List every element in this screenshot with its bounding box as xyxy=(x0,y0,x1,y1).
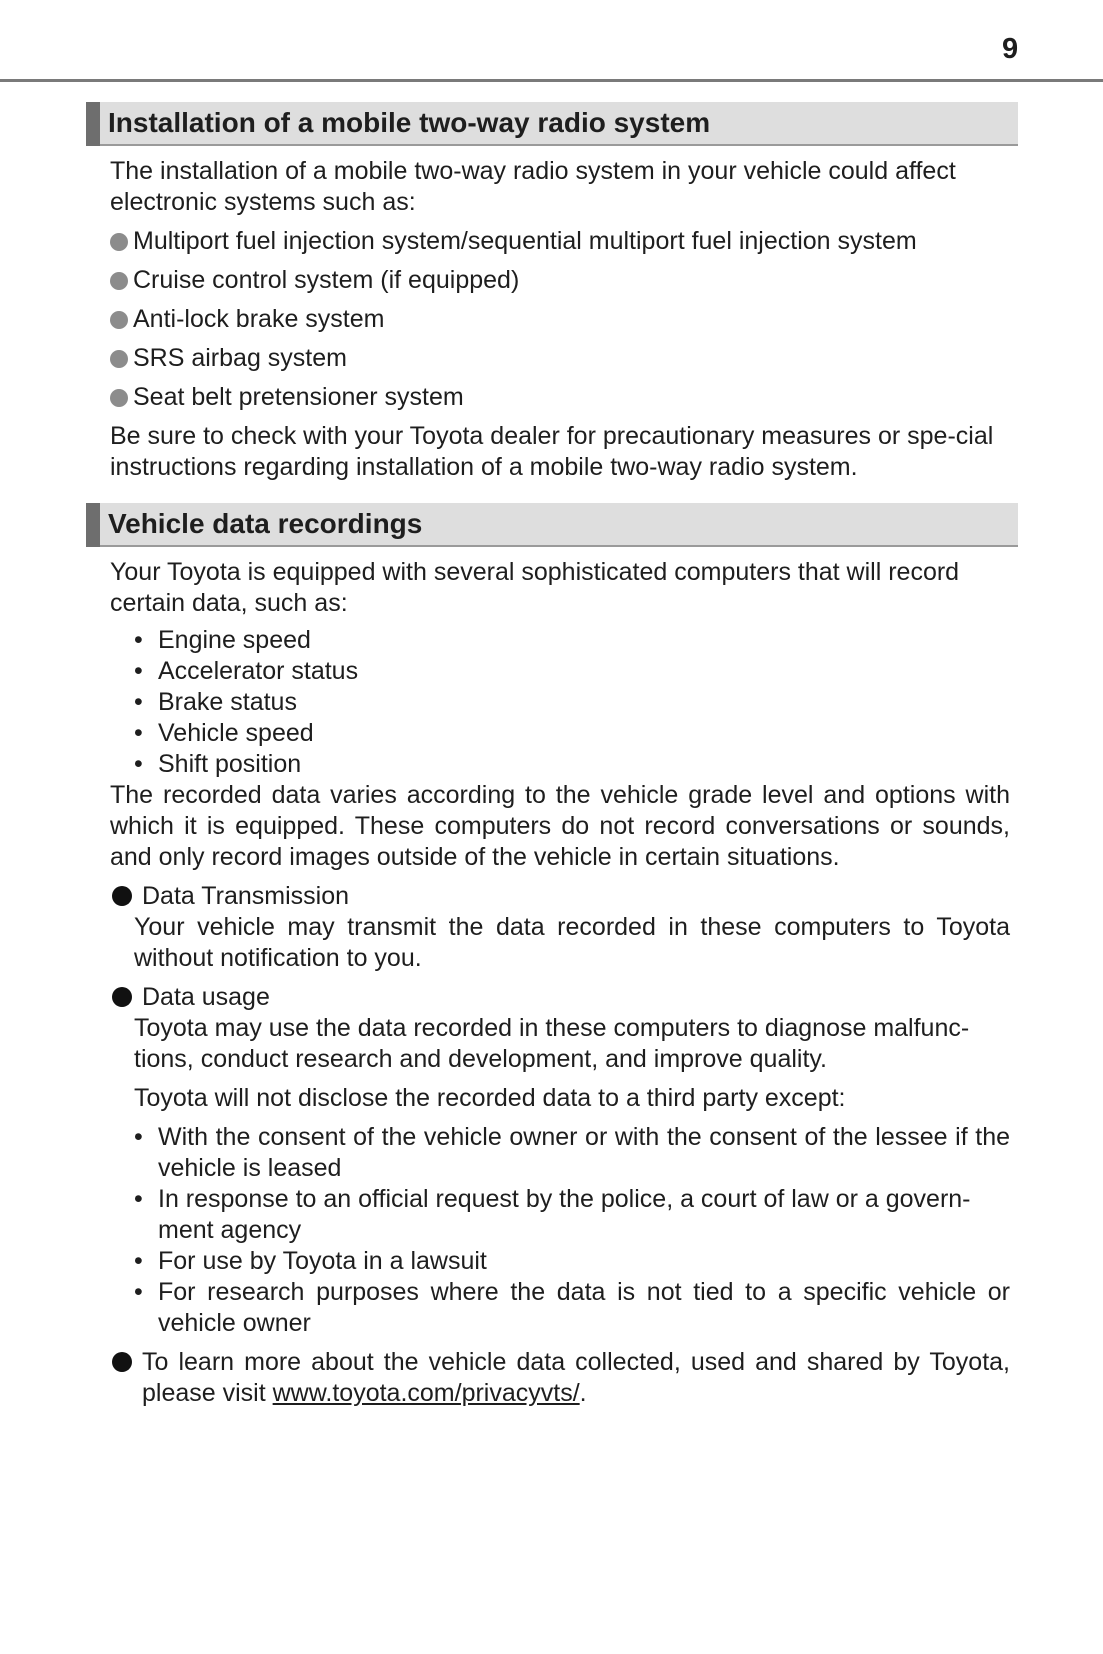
page-content xyxy=(86,102,1018,1409)
list-item: Anti-lock brake system xyxy=(110,304,1010,335)
heading-bar xyxy=(86,503,100,547)
section-body-data xyxy=(86,557,1018,1409)
list-item: • For research purposes where the data is not tied to a specific vehicle or vehicle owner xyxy=(134,1278,1010,1337)
list-item: Seat belt pretensioner system xyxy=(110,382,1010,413)
bullet-icon xyxy=(110,311,128,329)
exceptions-list xyxy=(110,1122,1010,1339)
list-item: Cruise control system (if equipped) xyxy=(110,265,1010,296)
list-item: • With the consent of the vehicle owner or with the consent of the lessee if the vehicle is leased xyxy=(134,1123,1010,1182)
disclosure-text: Toyota will not disclose the recorded data to a third party except: xyxy=(134,1084,846,1112)
bullet-icon xyxy=(112,987,132,1007)
section-heading-data xyxy=(86,503,1018,547)
list-item: Multiport fuel injection system/sequential multiport fuel injection system xyxy=(110,226,1010,257)
bullet-icon xyxy=(112,1352,132,1372)
recorded-data-list xyxy=(110,625,1010,780)
item-heading: Data usage xyxy=(142,983,270,1011)
page-number: 9 xyxy=(1002,33,1019,65)
bullet-icon xyxy=(110,272,128,290)
bullet-icon xyxy=(110,389,128,407)
affected-systems-list xyxy=(110,226,1010,413)
bullet-icon xyxy=(110,350,128,368)
privacy-link[interactable]: www.toyota.com/privacyvts/ xyxy=(272,1379,580,1407)
list-item: • Accelerator status xyxy=(134,657,359,685)
list-item: • Brake status xyxy=(134,688,297,716)
recorded-data-paragraph: The recorded data varies according to the vehicle grade level and options with which it is equipped. These computers do not record conversations or sounds, and only record images outside of the vehicle in certain situations. xyxy=(110,781,1010,871)
section-body-radio xyxy=(86,156,1018,483)
learn-more-text: To learn more about the vehicle data collected, used and shared by Toyota, please visit xyxy=(142,1348,1010,1407)
list-item: SRS airbag system xyxy=(110,343,1010,374)
list-item: • Engine speed xyxy=(134,626,311,654)
heading-bar xyxy=(86,102,100,146)
section-heading-radio xyxy=(86,102,1018,146)
learn-more-item: To learn more about the vehicle data collected, used and shared by Toyota, please visit www.toyota.com/privacyvts/. xyxy=(110,1347,1010,1409)
header-rule xyxy=(0,79,1103,82)
data-transmission-item xyxy=(110,881,1010,912)
list-item: • In response to an official request by the police, a court of law or a govern-ment agency xyxy=(134,1185,971,1244)
intro-paragraph: Your Toyota is equipped with several sophisticated computers that will record certain data, such as: xyxy=(110,558,960,617)
data-usage-item xyxy=(110,982,1010,1013)
bullet-icon xyxy=(110,233,128,251)
section-title: Installation of a mobile two-way radio system xyxy=(108,107,711,138)
list-item: • Shift position xyxy=(134,750,302,778)
list-item: • For use by Toyota in a lawsuit xyxy=(134,1247,487,1275)
usage-text: Toyota may use the data recorded in these computers to diagnose malfunc-tions, conduct research and development, and improve quality. xyxy=(134,1014,970,1073)
item-heading: Data Transmission xyxy=(142,882,350,910)
transmission-text: Your vehicle may transmit the data recorded in these computers to Toyota without notification to you. xyxy=(134,913,1010,972)
intro-paragraph: The installation of a mobile two-way radio system in your vehicle could affect electronic systems such as: xyxy=(110,157,956,216)
bullet-icon xyxy=(112,886,132,906)
section-title: Vehicle data recordings xyxy=(108,508,423,539)
outro-paragraph: Be sure to check with your Toyota dealer for precautionary measures or spe-cial instructions regarding installation of a mobile two-way radio system. xyxy=(110,422,994,481)
list-item: • Vehicle speed xyxy=(134,719,314,747)
